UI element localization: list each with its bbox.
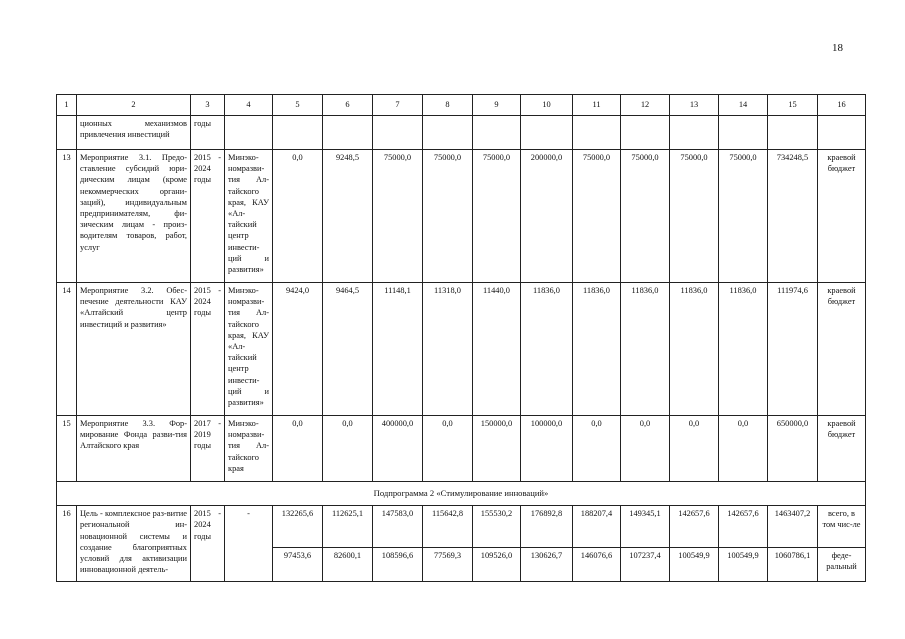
value-cell: 75000,0: [573, 150, 621, 283]
empty-cell: [323, 116, 373, 150]
value-cell: 0,0: [273, 416, 323, 482]
header-cell: 4: [225, 95, 273, 116]
value-cell: 11836,0: [573, 283, 621, 416]
value-cell: 97453,6: [273, 548, 323, 582]
value-cell: 149345,1: [621, 506, 670, 548]
source-cell: феде-ральный: [818, 548, 866, 582]
header-cell: 15: [768, 95, 818, 116]
years-cell: 2017 - 2019 годы: [191, 416, 225, 482]
value-cell: 107237,4: [621, 548, 670, 582]
source-cell: краевой бюджет: [818, 150, 866, 283]
subprogram-title: Подпрограмма 2 «Стимулирование инноваций»: [57, 482, 866, 506]
value-cell: 11836,0: [621, 283, 670, 416]
value-cell: 0,0: [670, 416, 719, 482]
value-cell: 9424,0: [273, 283, 323, 416]
executor-cell: Минэко-номразви-тия Ал-тайского края, КАУ «Ал-тайский центр инвести-ций и развития»: [225, 283, 273, 416]
value-cell: 11148,1: [373, 283, 423, 416]
header-cell: 8: [423, 95, 473, 116]
source-cell: краевой бюджет: [818, 283, 866, 416]
empty-cell: [423, 116, 473, 150]
empty-cell: [373, 116, 423, 150]
header-cell: 7: [373, 95, 423, 116]
empty-cell: [573, 116, 621, 150]
total-cell: 111974,6: [768, 283, 818, 416]
table-row: [57, 283, 866, 416]
value-cell: 100549,9: [719, 548, 768, 582]
value-cell: 75000,0: [373, 150, 423, 283]
row-number-cell: 13: [57, 150, 77, 283]
total-cell: 1060786,1: [768, 548, 818, 582]
years-cell: 2015 - 2024 годы: [191, 283, 225, 416]
header-cell: 1: [57, 95, 77, 116]
value-cell: 0,0: [323, 416, 373, 482]
value-cell: 11836,0: [670, 283, 719, 416]
value-cell: 150000,0: [473, 416, 521, 482]
value-cell: 146076,6: [573, 548, 621, 582]
header-cell: 9: [473, 95, 521, 116]
value-cell: 0,0: [573, 416, 621, 482]
header-row: [57, 95, 866, 116]
total-cell: 650000,0: [768, 416, 818, 482]
value-cell: 115642,8: [423, 506, 473, 548]
value-cell: 188207,4: [573, 506, 621, 548]
value-cell: 109526,0: [473, 548, 521, 582]
measure-name-cell: Цель - комплексное раз-витие региональной ин-новационной системы и создание благоприятных условий для активизации инновационной деятель-: [77, 506, 191, 582]
value-cell: 9248,5: [323, 150, 373, 283]
value-cell: 75000,0: [719, 150, 768, 283]
empty-cell: [521, 116, 573, 150]
header-cell: 5: [273, 95, 323, 116]
empty-cell: [273, 116, 323, 150]
header-cell: 13: [670, 95, 719, 116]
value-cell: 82600,1: [323, 548, 373, 582]
source-cell: краевой бюджет: [818, 416, 866, 482]
table-row: [57, 150, 866, 283]
subprogram-row: [57, 482, 866, 506]
executor-cell: Минэко-номразви-тия Ал-тайского края: [225, 416, 273, 482]
years-cell: 2015 - 2024 годы: [191, 506, 225, 582]
value-cell: 147583,0: [373, 506, 423, 548]
empty-cell: [670, 116, 719, 150]
value-cell: 75000,0: [621, 150, 670, 283]
value-cell: 11318,0: [423, 283, 473, 416]
header-cell: 14: [719, 95, 768, 116]
value-cell: 130626,7: [521, 548, 573, 582]
value-cell: 75000,0: [423, 150, 473, 283]
value-cell: 0,0: [719, 416, 768, 482]
row-number-cell: 16: [57, 506, 77, 582]
value-cell: 400000,0: [373, 416, 423, 482]
empty-cell: [768, 116, 818, 150]
value-cell: 77569,3: [423, 548, 473, 582]
value-cell: 108596,6: [373, 548, 423, 582]
value-cell: 11836,0: [521, 283, 573, 416]
value-cell: 100000,0: [521, 416, 573, 482]
value-cell: 11440,0: [473, 283, 521, 416]
value-cell: 132265,6: [273, 506, 323, 548]
value-cell: 200000,0: [521, 150, 573, 283]
value-cell: 100549,9: [670, 548, 719, 582]
empty-cell: [621, 116, 670, 150]
value-cell: 0,0: [273, 150, 323, 283]
empty-cell: [225, 116, 273, 150]
row-number-cell: 14: [57, 283, 77, 416]
empty-cell: [719, 116, 768, 150]
table-row: [57, 506, 866, 548]
measure-name-cell: ционных механизмов привлечения инвестиций: [77, 116, 191, 150]
header-cell: 2: [77, 95, 191, 116]
header-cell: 6: [323, 95, 373, 116]
empty-cell: [818, 116, 866, 150]
value-cell: 0,0: [621, 416, 670, 482]
value-cell: 75000,0: [473, 150, 521, 283]
measure-name-cell: Мероприятие 3.1. Предо-ставление субсидий юри-дическим лицам (кроме некоммерческих органи-заций), индивидуальным предпринимателям, фи-зическим лицам - произ-водителям товаров, работ, услуг: [77, 150, 191, 283]
page-number: 18: [832, 42, 843, 54]
value-cell: 176892,8: [521, 506, 573, 548]
empty-cell: [57, 116, 77, 150]
header-cell: 10: [521, 95, 573, 116]
years-cell: 2015 - 2024 годы: [191, 150, 225, 283]
value-cell: 142657,6: [670, 506, 719, 548]
measure-name-cell: Мероприятие 3.3. Фор-мирование Фонда разви-тия Алтайского края: [77, 416, 191, 482]
executor-cell: -: [225, 506, 273, 582]
years-cell: годы: [191, 116, 225, 150]
value-cell: 0,0: [423, 416, 473, 482]
value-cell: 112625,1: [323, 506, 373, 548]
row-number-cell: 15: [57, 416, 77, 482]
total-cell: 1463407,2: [768, 506, 818, 548]
value-cell: 142657,6: [719, 506, 768, 548]
measure-name-cell: Мероприятие 3.2. Обес-печение деятельности КАУ «Алтайский центр инвестиций и развития»: [77, 283, 191, 416]
empty-cell: [473, 116, 521, 150]
total-cell: 734248,5: [768, 150, 818, 283]
header-cell: 16: [818, 95, 866, 116]
table-row: [57, 416, 866, 482]
value-cell: 75000,0: [670, 150, 719, 283]
continuation-row: [57, 116, 866, 150]
value-cell: 11836,0: [719, 283, 768, 416]
header-cell: 12: [621, 95, 670, 116]
header-cell: 3: [191, 95, 225, 116]
header-cell: 11: [573, 95, 621, 116]
source-cell: всего, в том чис-ле: [818, 506, 866, 548]
value-cell: 155530,2: [473, 506, 521, 548]
executor-cell: Минэко-номразви-тия Ал-тайского края, КАУ «Ал-тайский центр инвести-ций и развития»: [225, 150, 273, 283]
value-cell: 9464,5: [323, 283, 373, 416]
budget-table: [56, 94, 866, 582]
